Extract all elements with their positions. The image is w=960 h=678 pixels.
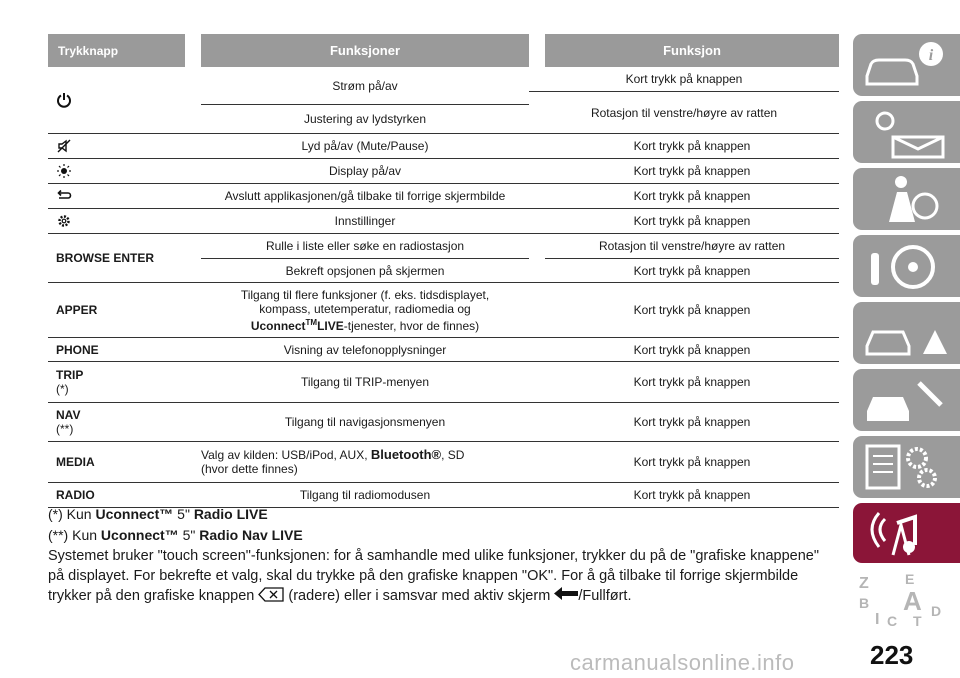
phone-function: Visning av telefonopplysninger (283, 342, 447, 357)
svg-text:Z: Z (859, 575, 869, 592)
phone-action: Kort trykk på knappen (633, 342, 751, 357)
back-action: Kort trykk på knappen (633, 189, 751, 203)
table-row-apper (48, 283, 839, 338)
phone-key: PHONE (56, 342, 99, 357)
nav-action: Kort trykk på knappen (633, 415, 751, 429)
sidebar-tab-safety[interactable] (853, 168, 960, 230)
table-row-browse (48, 234, 839, 283)
car-info-icon (853, 34, 960, 96)
media-function: Valg av kilden: USB/iPod, AUX, Bluetooth®, SD (hvor dette finnes) (201, 447, 465, 476)
trip-action: Kort trykk på knappen (633, 375, 751, 389)
header-function: Funksjon (545, 34, 839, 67)
nav-function: Tilgang til navigasjonsmenyen (284, 415, 446, 429)
browse-function-2: Bekreft opsjonen på skjermen (285, 263, 445, 278)
sidebar-tab-technical-data[interactable] (853, 436, 960, 498)
table-row-radio (48, 483, 839, 508)
page-number: 223 (870, 640, 914, 670)
apper-action: Kort trykk på knappen (633, 303, 751, 317)
multimedia-icon (853, 503, 960, 563)
svg-text:B: B (859, 595, 870, 611)
table-row-phone (48, 338, 839, 362)
maintenance-icon (853, 369, 960, 431)
table-header (48, 34, 839, 67)
svg-text:T: T (913, 613, 922, 629)
table-row-nav: NAV (**) Tilgang til navigasjonsmenyen Kort trykk på knappen (48, 403, 839, 442)
svg-text:i: i (928, 47, 934, 64)
power-action-1: Kort trykk på knappen (529, 67, 839, 92)
starting-driving-icon (853, 235, 960, 297)
back-arrow-filled-icon (554, 587, 578, 600)
table-row-media (48, 442, 839, 483)
table-row-mute (48, 134, 839, 159)
back-arrow-icon (56, 188, 72, 204)
mute-function: Lyd på/av (Mute/Pause) (301, 139, 429, 153)
table-row-display (48, 159, 839, 184)
browse-key: BROWSE ENTER (56, 251, 155, 265)
table-row-settings (48, 209, 839, 234)
media-key: MEDIA (56, 455, 95, 469)
header-functions: Funksjoner (201, 34, 529, 67)
power-function-2: Justering av lydstyrken (303, 112, 427, 126)
nav-key: NAV (56, 408, 81, 422)
table-row-back (48, 184, 839, 209)
svg-text:D: D (931, 603, 942, 619)
display-function: Display på/av (328, 164, 402, 178)
radio-function: Tilgang til radiomodusen (299, 488, 431, 502)
svg-text:I: I (875, 611, 880, 628)
mute-icon (56, 138, 72, 154)
back-function: Avslutt applikasjonen/gå tilbake til forrige skjermbilde (224, 189, 506, 203)
index-icon (853, 570, 960, 632)
radio-key: RADIO (56, 488, 95, 502)
display-action: Kort trykk på knappen (633, 164, 751, 178)
apper-function: Tilgang til flere funksjoner (f. eks. tidsdisplayet, kompass, utetemperatur, radiomedia og Uconnect™LIVE-tjenester, hvor de finnes) (240, 287, 490, 333)
sidebar-tab-car-info[interactable] (853, 34, 960, 96)
sidebar-tab-warning-lights[interactable] (853, 101, 960, 163)
trip-key: TRIP (56, 368, 84, 382)
svg-text:E: E (905, 571, 915, 587)
footnote-2: (**) Kun Uconnect™ 5" Radio Nav LIVE (48, 527, 303, 543)
browse-action-2: Kort trykk på knappen (633, 263, 751, 278)
table-row-trip: TRIP (*) Tilgang til TRIP-menyen Kort trykk på knappen (48, 362, 839, 403)
apper-key: APPER (56, 303, 98, 317)
warning-lights-icon (853, 101, 960, 163)
browse-function-1: Rulle i liste eller søke en radiostasjon (201, 234, 529, 259)
settings-gear-icon (56, 213, 72, 229)
radio-action: Kort trykk på knappen (633, 488, 751, 502)
trip-function: Tilgang til TRIP-menyen (300, 375, 430, 389)
emergency-icon (853, 302, 960, 364)
settings-function: Innstillinger (334, 214, 396, 228)
technical-data-icon (853, 436, 960, 498)
sidebar-tab-multimedia[interactable] (853, 503, 960, 563)
media-action: Kort trykk på knappen (633, 455, 751, 469)
browse-action-1: Rotasjon til venstre/høyre av ratten (545, 234, 839, 259)
header-button: Trykknapp (48, 34, 185, 67)
display-brightness-icon (56, 163, 72, 179)
function-table (48, 34, 839, 508)
table-row-power (48, 67, 839, 134)
sidebar-tab-maintenance[interactable] (853, 369, 960, 431)
settings-action: Kort trykk på knappen (633, 214, 751, 228)
power-function-1: Strøm på/av (201, 67, 529, 105)
svg-text:A: A (903, 586, 922, 616)
sidebar-tab-emergency[interactable] (853, 302, 960, 364)
power-icon (56, 92, 72, 108)
safety-icon (853, 168, 960, 230)
sidebar-tab-starting-driving[interactable] (853, 235, 960, 297)
footnote-1: (*) Kun Uconnect™ 5" Radio LIVE (48, 506, 268, 522)
delete-key-icon (258, 587, 284, 602)
svg-text:C: C (887, 613, 898, 629)
body-paragraph: Systemet bruker "touch screen"-funksjonen: for å samhandle med ulike funksjoner, trykker du på de "grafiske knappene" på displayet. For bekrefte et valg, skal du trykke på den grafiske knappen "OK". For å gå tilbake til forrige skjermbilde trykker på den grafiske knappen (radere) eller i samsvar med aktiv skjerm /Fullført. (48, 548, 819, 604)
watermark: carmanualsonline.info (570, 650, 795, 675)
mute-action: Kort trykk på knappen (633, 139, 751, 153)
power-action-2: Rotasjon til venstre/høyre av ratten (590, 105, 778, 120)
sidebar-tab-index[interactable] (853, 570, 960, 632)
